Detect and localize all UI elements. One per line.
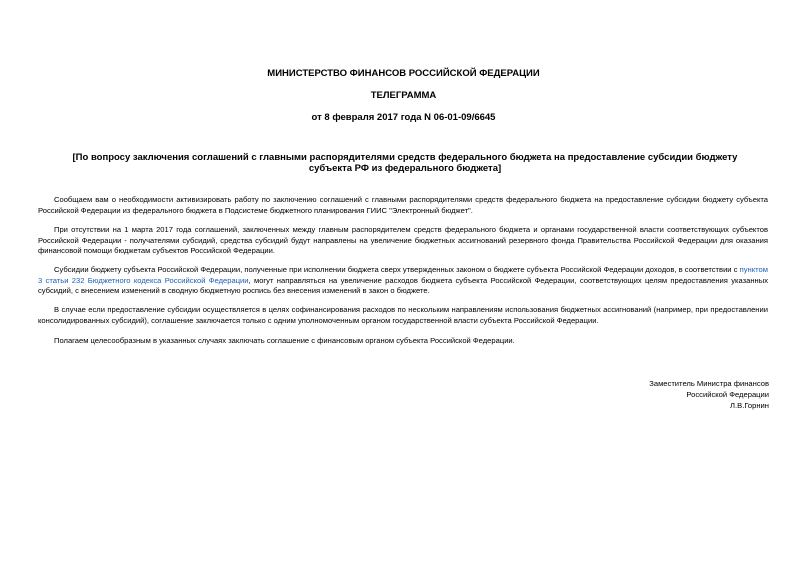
paragraph-2	[38, 225, 768, 257]
ministry-title: МИНИСТЕРСТВО ФИНАНСОВ РОССИЙСКОЙ ФЕДЕРАЦИИ	[267, 68, 540, 79]
paragraph-3-before: Субсидии бюджету субъекта Российской Федерации, полученные при исполнении бюджета сверх утвержденных законом о бюджете субъекта Российской Федерации доходов, в соответствии с	[54, 265, 740, 274]
signature-position: Заместитель Министра финансов	[649, 379, 769, 388]
signature-block	[649, 378, 769, 411]
paragraph-5	[38, 336, 768, 347]
paragraph-2-text: При отсутствии на 1 марта 2017 года соглашений, заключенных между главным распорядителем средств федерального бюджета и органами государственной власти соответствующих субъектов Российской Федерации - получателями субсидий, средства субсидий будут направлены на увеличение бюджетных ассигнований резервного фонда Правительства Российской Федерации для оказания финансовой помощи бюджетам субъектов Российской Федерации.	[38, 225, 768, 256]
signature-name: Л.В.Горнин	[730, 401, 769, 410]
signature-organization: Российской Федерации	[686, 390, 769, 399]
paragraph-3-text	[38, 265, 768, 297]
budget-code-link[interactable]: пунктом 3 статьи 232 Бюджетного кодекса Российской Федерации	[38, 265, 768, 285]
paragraph-1-text: Сообщаем вам о необходимости активизировать работу по заключению соглашений с главными распорядителями средств федерального бюджета на предоставление субсидии бюджету субъекта Российской Федерации из федерального бюджета в Подсистеме бюджетного планирования ГИИС "Электронный бюджет".	[38, 195, 768, 215]
paragraph-3	[38, 265, 768, 297]
document-type: ТЕЛЕГРАММА	[370, 90, 437, 101]
document-date-number: от 8 февраля 2017 года N 06-01-09/6645	[311, 112, 496, 123]
paragraph-4-text: В случае если предоставление субсидии осуществляется в целях софинансирования расходов по нескольким направлениям использования бюджетных ассигнований (например, при предоставлении консолидированных субсидий), соглашение заключается только с одним уполномоченным органом государственной власти субъекта Российской Федерации.	[38, 305, 768, 325]
document-subject: [По вопросу заключения соглашений с главными распорядителями средств федерального бюджета на предоставление субсидии бюджету субъекта РФ из федерального бюджета]	[72, 152, 738, 174]
paragraph-4	[38, 305, 768, 326]
paragraph-5-text: Полагаем целесообразным в указанных случаях заключать соглашение с финансовым органом субъекта Российской Федерации.	[54, 336, 515, 345]
paragraph-1	[38, 195, 768, 216]
paragraph-3-after: , могут направляться на увеличение расходов бюджета субъекта Российской Федерации, соответствующих целям предоставления указанных субсидий, с внесением изменений в сводную бюджетную роспись без внесения изменений в закон о бюджете.	[38, 275, 768, 296]
